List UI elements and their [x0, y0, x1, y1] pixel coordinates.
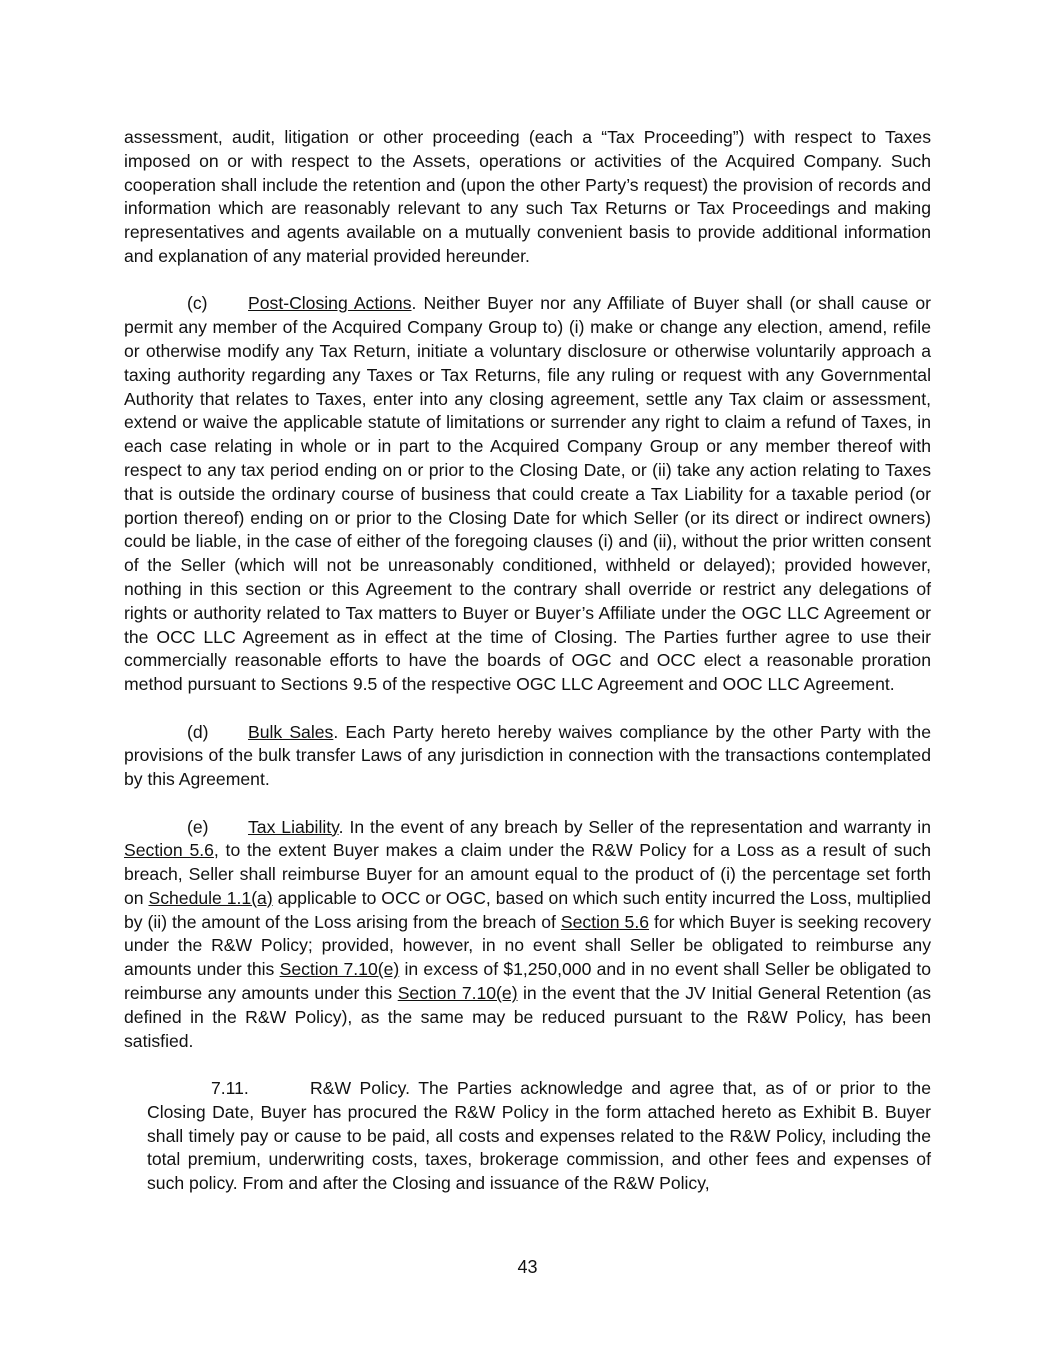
- paragraph-d-bulk-sales: [124, 721, 931, 792]
- cross-reference-section-5-6: Section 5.6: [124, 840, 214, 861]
- clause-heading-c: Post-Closing Actions: [248, 293, 412, 314]
- section-number: 7.11.: [211, 1078, 249, 1099]
- clause-text-e-6: in the event that the JV Initial General Retention (as defined in the R&W Policy), as the same may be reduced pursuant to the R&W Policy, has been satisfied.: [124, 983, 932, 1051]
- cross-reference-section-7-10e-second: Section 7.10(e): [397, 983, 518, 1004]
- clause-label-e: (e): [187, 816, 209, 837]
- cross-reference-section-5-6-second: Section 5.6: [560, 911, 649, 932]
- clause-label-c: (c): [187, 293, 208, 314]
- section-text: The Parties acknowledge and agree that, as of or prior to the Closing Date, Buyer has procured the R&W Policy in the form attached hereto as Exhibit B. Buyer shall timely pay or cause to be paid, all costs and expenses related to the R&W Policy, including the total premium, underwriting costs, taxes, brokerage commission, and other fees and expenses of such policy. From and after the Closing and issuance of the R&W Policy,: [147, 1078, 931, 1194]
- paragraph-c-post-closing-actions: [124, 292, 931, 697]
- document-body: [124, 126, 931, 1196]
- clause-heading-e: Tax Liability: [248, 816, 339, 837]
- page-number: 43: [517, 1257, 538, 1277]
- clause-text-e-5: in excess of $1,250,000 and in no event shall Seller be obligated to reimburse any amounts under this: [124, 959, 931, 1004]
- section-heading: R&W Policy.: [310, 1078, 411, 1099]
- cross-reference-schedule-1-1a: Schedule 1.1(a): [148, 887, 273, 908]
- section-7-11-rw-policy: [124, 1077, 931, 1196]
- paragraph-e-tax-liability: [124, 816, 931, 1054]
- clause-heading-d: Bulk Sales: [248, 721, 334, 742]
- clause-text-e-1: . In the event of any breach by Seller of the representation and warranty in: [338, 816, 932, 837]
- clause-text-e-3: applicable to OCC or OGC, based on which such entity incurred the Loss, multiplied by (ii) the amount of the Loss arising from the breach of: [124, 887, 931, 932]
- clause-text-d: . Each Party hereto hereby waives compliance by the other Party with the provisions of the bulk transfer Laws of any jurisdiction in connection with the transactions contemplated by this Agreement.: [124, 721, 931, 790]
- clause-label-d: (d): [187, 721, 209, 742]
- clause-text-c: . Neither Buyer nor any Affiliate of Buyer shall (or shall cause or permit any member of the Acquired Company Group to) (i) make or change any election, amend, refile or otherwise modify any Tax Return, initiate a voluntary disclosure or otherwise voluntarily approach a taxing authority regarding any Taxes or Tax Returns, file any ruling or request with any Governmental Authority that relates to Taxes, enter into any closing agreement, settle any Tax claim or assessment, extend or waive the applicable statute of limitations or surrender any right to claim a refund of Taxes, in each case relating in whole or in part to the Acquired Company Group or any member thereof with respect to any tax period ending on or prior to the Closing Date, or (ii) take any action relating to Taxes that is outside the ordinary course of business that could create a Tax Liability for a taxable period (or portion thereof) ending on or prior to the Closing Date for which Seller (or its direct or indirect owners) could be liable, in the case of either of the foregoing clauses (i) and (ii), without the prior written consent of the Seller (which will not be unreasonably conditioned, withheld or delayed); provided however, nothing in this section or this Agreement to the contrary shall override or restrict any delegations of rights or authority related to Tax matters to Buyer or Buyer’s Affiliate under the OGC LLC Agreement or the OCC LLC Agreement as in effect at the time of Closing. The Parties further agree to use their commercially reasonable efforts to have the boards of OGC and OCC elect a reasonable proration method pursuant to Sections 9.5 of the respective OGC LLC Agreement and OOC LLC Agreement.: [124, 293, 931, 695]
- clause-text-e-4: for which Buyer is seeking recovery under the R&W Policy; provided, however, in no event shall Seller be obligated to reimburse any amounts under this: [124, 911, 931, 980]
- cross-reference-section-7-10e: Section 7.10(e): [279, 959, 400, 980]
- paragraph-intro: assessment, audit, litigation or other proceeding (each a “Tax Proceeding”) with respect to Taxes imposed on or with respect to the Assets, operations or activities of the Acquired Company. Such cooperation shall include the retention and (upon the other Party’s request) the provision of records and information which are reasonably relevant to any such Tax Returns or Tax Proceedings and making representatives and agents available on a mutually convenient basis to provide additional information and explanation of any material provided hereunder.: [124, 127, 931, 266]
- clause-text-e-2: , to the extent Buyer makes a claim under the R&W Policy for a Loss as a result of such breach, Seller shall reimburse Buyer for an amount equal to the product of (i) the percentage set forth on: [124, 840, 932, 908]
